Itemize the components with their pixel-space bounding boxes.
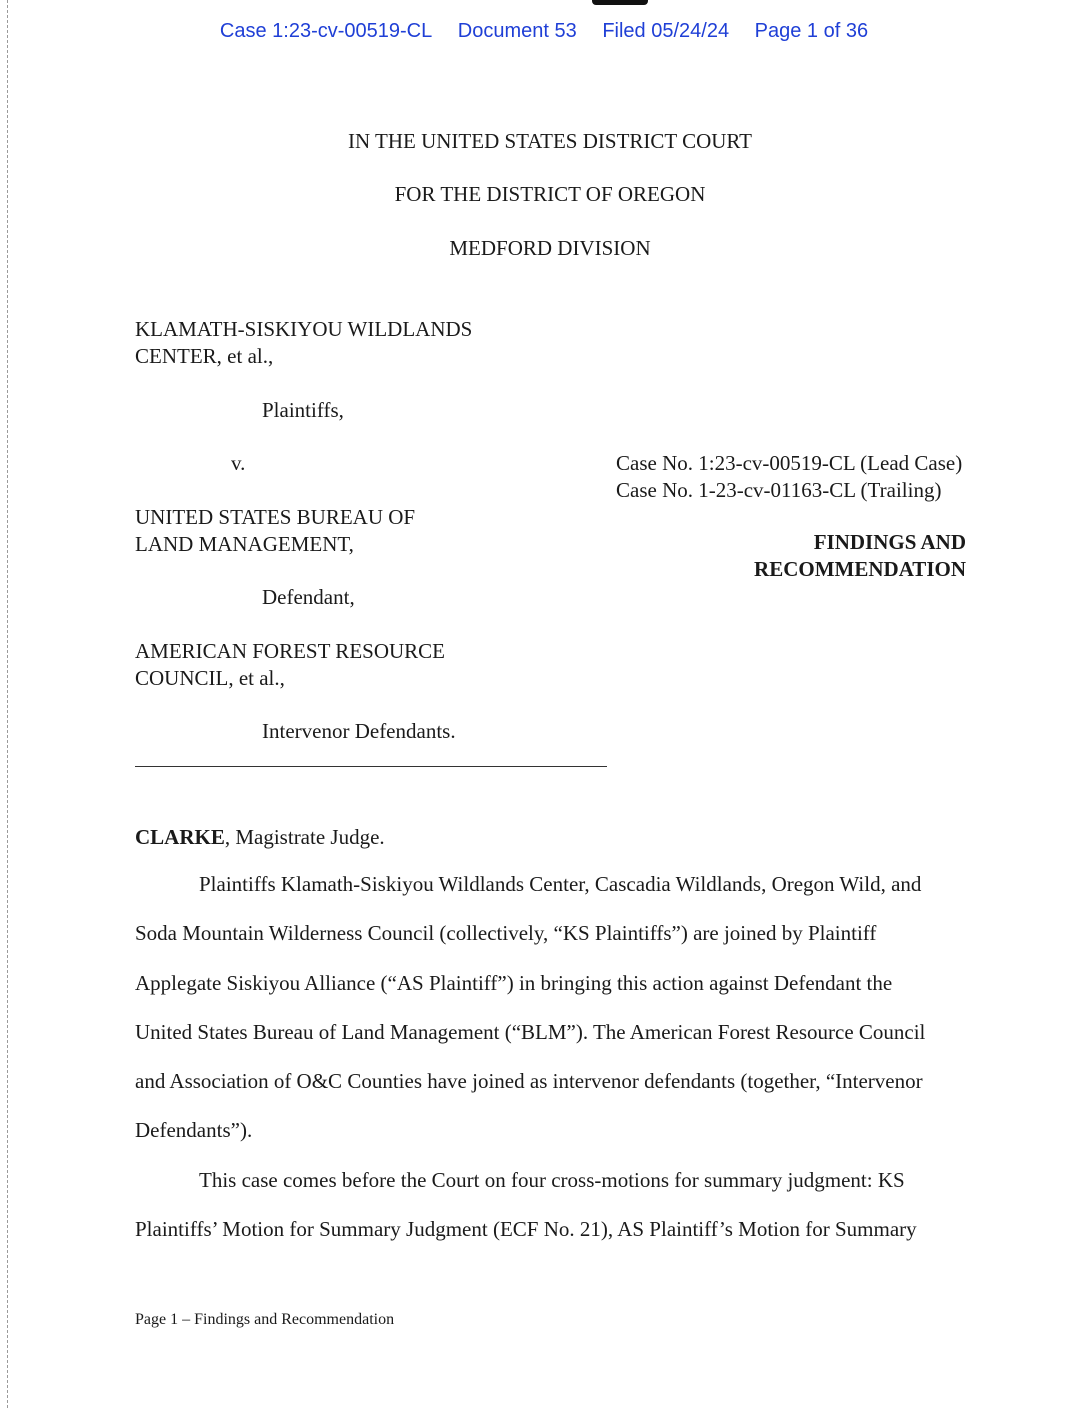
defendant-name-line2: LAND MANAGEMENT,: [135, 532, 354, 556]
opinion-body: [135, 860, 945, 1254]
plaintiff-name: [135, 316, 472, 370]
case-number-trailing: Case No. 1-23-cv-01163-CL (Trailing): [616, 478, 942, 502]
paragraph-motions: This case comes before the Court on four cross-motions for summary judgment: KS Plaintiffs’ Motion for Summary Judgment (ECF No. 21), AS Plaintiff’s Motion for Summary: [135, 1167, 917, 1242]
judge-title: , Magistrate Judge.: [224, 825, 385, 849]
document-title-line2: RECOMMENDATION: [754, 557, 966, 581]
court-district: FOR THE DISTRICT OF OREGON: [394, 182, 706, 206]
judge-name: CLARKE: [135, 825, 225, 849]
case-number-lead: Case No. 1:23-cv-00519-CL (Lead Case): [616, 451, 963, 475]
plaintiff-name-line2: CENTER, et al.,: [135, 344, 274, 368]
judge-line: [135, 824, 385, 851]
intervenor-name: [135, 638, 445, 692]
plaintiff-role: Plaintiffs,: [262, 398, 344, 422]
stamp-case-number: Case 1:23-cv-00519-CL: [219, 20, 433, 42]
intervenor-name-line2: COUNCIL, et al.,: [135, 666, 285, 690]
paragraph-parties: Plaintiffs Klamath-Siskiyou Wildlands Center, Cascadia Wildlands, Oregon Wild, and Soda Mountain Wilderness Council (collectively, “KS Plaintiffs”) are joined by Plaintiff Applegate Siskiyou Alliance (“AS Plaintiff”) in bringing this action against Defendant the United States Bureau of Land Management (“BLM”). The American Forest Resource Council and Association of O&C Counties have joined as intervenor defendants (together, “Intervenor Defendants”).: [135, 872, 926, 1143]
defendant-name: [135, 504, 415, 558]
stamp-filed-date: Filed 05/24/24: [602, 20, 730, 42]
filing-stamp: [0, 20, 1088, 43]
stamp-document-number: Document 53: [457, 20, 577, 42]
caption-divider: [135, 766, 607, 767]
defendant-role: Defendant,: [262, 585, 355, 609]
case-numbers: [616, 450, 962, 504]
page-edge: [7, 0, 8, 1408]
scan-mark: [592, 0, 648, 5]
court-division: MEDFORD DIVISION: [449, 236, 651, 260]
intervenor-name-line1: AMERICAN FOREST RESOURCE: [135, 639, 445, 663]
court-name: IN THE UNITED STATES DISTRICT COURT: [347, 129, 753, 153]
page-footer: Page 1 – Findings and Recommendation: [135, 1311, 395, 1328]
versus: v.: [231, 451, 246, 475]
defendant-name-line1: UNITED STATES BUREAU OF: [135, 505, 416, 529]
document-title: [754, 529, 966, 583]
document-title-line1: FINDINGS AND: [813, 530, 966, 554]
intervenor-role: Intervenor Defendants.: [262, 719, 456, 743]
stamp-page-count: Page 1 of 36: [754, 20, 869, 42]
plaintiff-name-line1: KLAMATH-SISKIYOU WILDLANDS: [135, 317, 473, 341]
